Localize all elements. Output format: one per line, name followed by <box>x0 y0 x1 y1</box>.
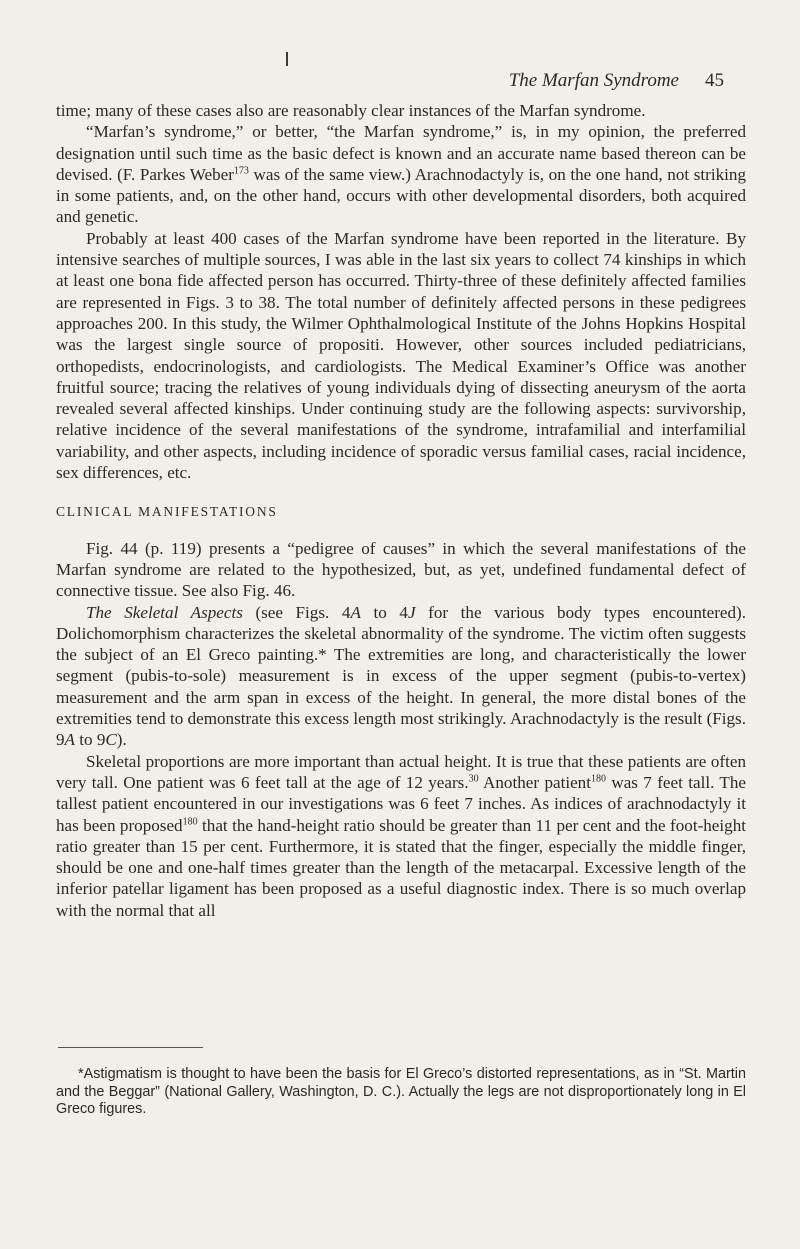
text-span: ). <box>116 730 127 750</box>
paragraph-2-end: was of the same view.) Arachnodactyly is, on the one hand, not striking in some patients, and, on the other hand, occurs with other developmental disorders, both acquired and genetic. <box>56 164 746 227</box>
footnote-divider <box>58 1047 203 1048</box>
paragraph-6 <box>56 751 746 921</box>
citation-superscript: 30 <box>468 773 479 785</box>
fig-letter: J <box>407 602 416 622</box>
text-span: that the hand-height ratio should be greater than 11 per cent and the foot-height ratio greater than 15 per cent. Furthermore, it is stated that the finger, especially the middle finger, should be one and one-half times greater than the length of the metacarpal. Excessive length of the inferior patellar ligament has been proposed as a useful diagnostic index. There is so much overlap with the normal that all <box>56 815 746 920</box>
citation-superscript: 180 <box>182 815 198 827</box>
fig-letter: A <box>350 602 361 622</box>
text-span: to 9 <box>75 730 106 750</box>
text-span: for the various body types encountered). Dolichomorphism characterizes the skeletal abnormality of the syndrome. The victim often suggests the subject of an El Greco painting.* The extremities are long, and characteristically the lower segment (pubis-to-sole) measurement is in excess of the upper segment (pubis-to-vertex) measurement and the arm span in excess of the height. In general, the more distal bones of the extremities tend to demonstrate this excess length most strikingly. Arachnodactyly is the result (Figs. 9 <box>56 602 747 750</box>
running-title: The Marfan Syndrome <box>508 70 679 91</box>
citation-superscript: 180 <box>590 773 606 785</box>
fig-letter: C <box>105 730 117 750</box>
body-text <box>56 100 746 921</box>
paragraph-2 <box>56 121 746 227</box>
section-heading: CLINICAL MANIFESTATIONS <box>56 504 278 520</box>
fig-letter: A <box>64 730 75 750</box>
running-header <box>509 70 724 92</box>
citation-superscript: 173 <box>233 165 249 177</box>
paragraph-1: time; many of these cases also are reasonably clear instances of the Marfan syndrome. <box>56 101 646 120</box>
paragraph-5 <box>56 602 746 751</box>
page-number: 45 <box>705 70 724 91</box>
paragraph-2-text: “Marfan’s syndrome,” or better, “the Marfan syndrome,” is, in my opinion, the preferred designation until such time as the basic defect is known and an accurate name based thereon can be devised. (F. Parkes Weber <box>56 122 746 184</box>
text-span: Another patient <box>478 772 591 792</box>
paragraph-3: Probably at least 400 cases of the Marfan syndrome have been reported in the literature. By intensive searches of multiple sources, I was able in the last six years to collect 74 kinships in which at least one bona fide affected person has occurred. Thirty-three of these definitely affected families are represented in Figs. 3 to 38. The total number of definitely affected persons in these pedigrees approaches 200. In this study, the Wilmer Ophthalmological Institute of the Johns Hopkins Hospital was the largest single source of propositi. However, other sources included pediatricians, orthopedists, endocrinologists, and cardiologists. The Medical Examiner’s Office was another fruitful source; tracing the relatives of young individuals dying of dissecting aneurysm of the aorta revealed several affected kinships. Under continuing study are the following aspects: survivorship, relative incidence of the several manifestations of the syndrome, intrafamilial and interfamilial variability, and other aspects, including incidence of sporadic versus familial cases, racial incidence, sex differences, etc. <box>56 228 746 483</box>
paragraph-4: Fig. 44 (p. 119) presents a “pedigree of causes” in which the several manifestations of the Marfan syndrome are related to the hypothesized, but, as yet, undefined fundamental defect of connective tissue. See also Fig. 46. <box>56 538 746 601</box>
text-span: to 4 <box>360 602 408 622</box>
text-span: (see Figs. 4 <box>242 602 351 622</box>
text-span: Skeletal proportions are more important than actual height. It is true that these patients are often very tall. One patient was 6 feet tall at the age of 12 years. <box>56 751 746 792</box>
text-span: was 7 feet tall. The tallest patient encountered in our investigations was 6 feet 7 inches. As indices of arachnodactyly it has been proposed <box>56 772 746 835</box>
footnote: *Astigmatism is thought to have been the basis for El Greco’s distorted representations, as in “St. Martin and the Beggar” (National Gallery, Washington, D. C.). Actually the legs are not disproportionately long in El Greco figures. <box>56 1066 746 1118</box>
skeletal-aspects-heading: The Skeletal Aspects <box>86 602 243 622</box>
scan-mark <box>286 52 288 66</box>
